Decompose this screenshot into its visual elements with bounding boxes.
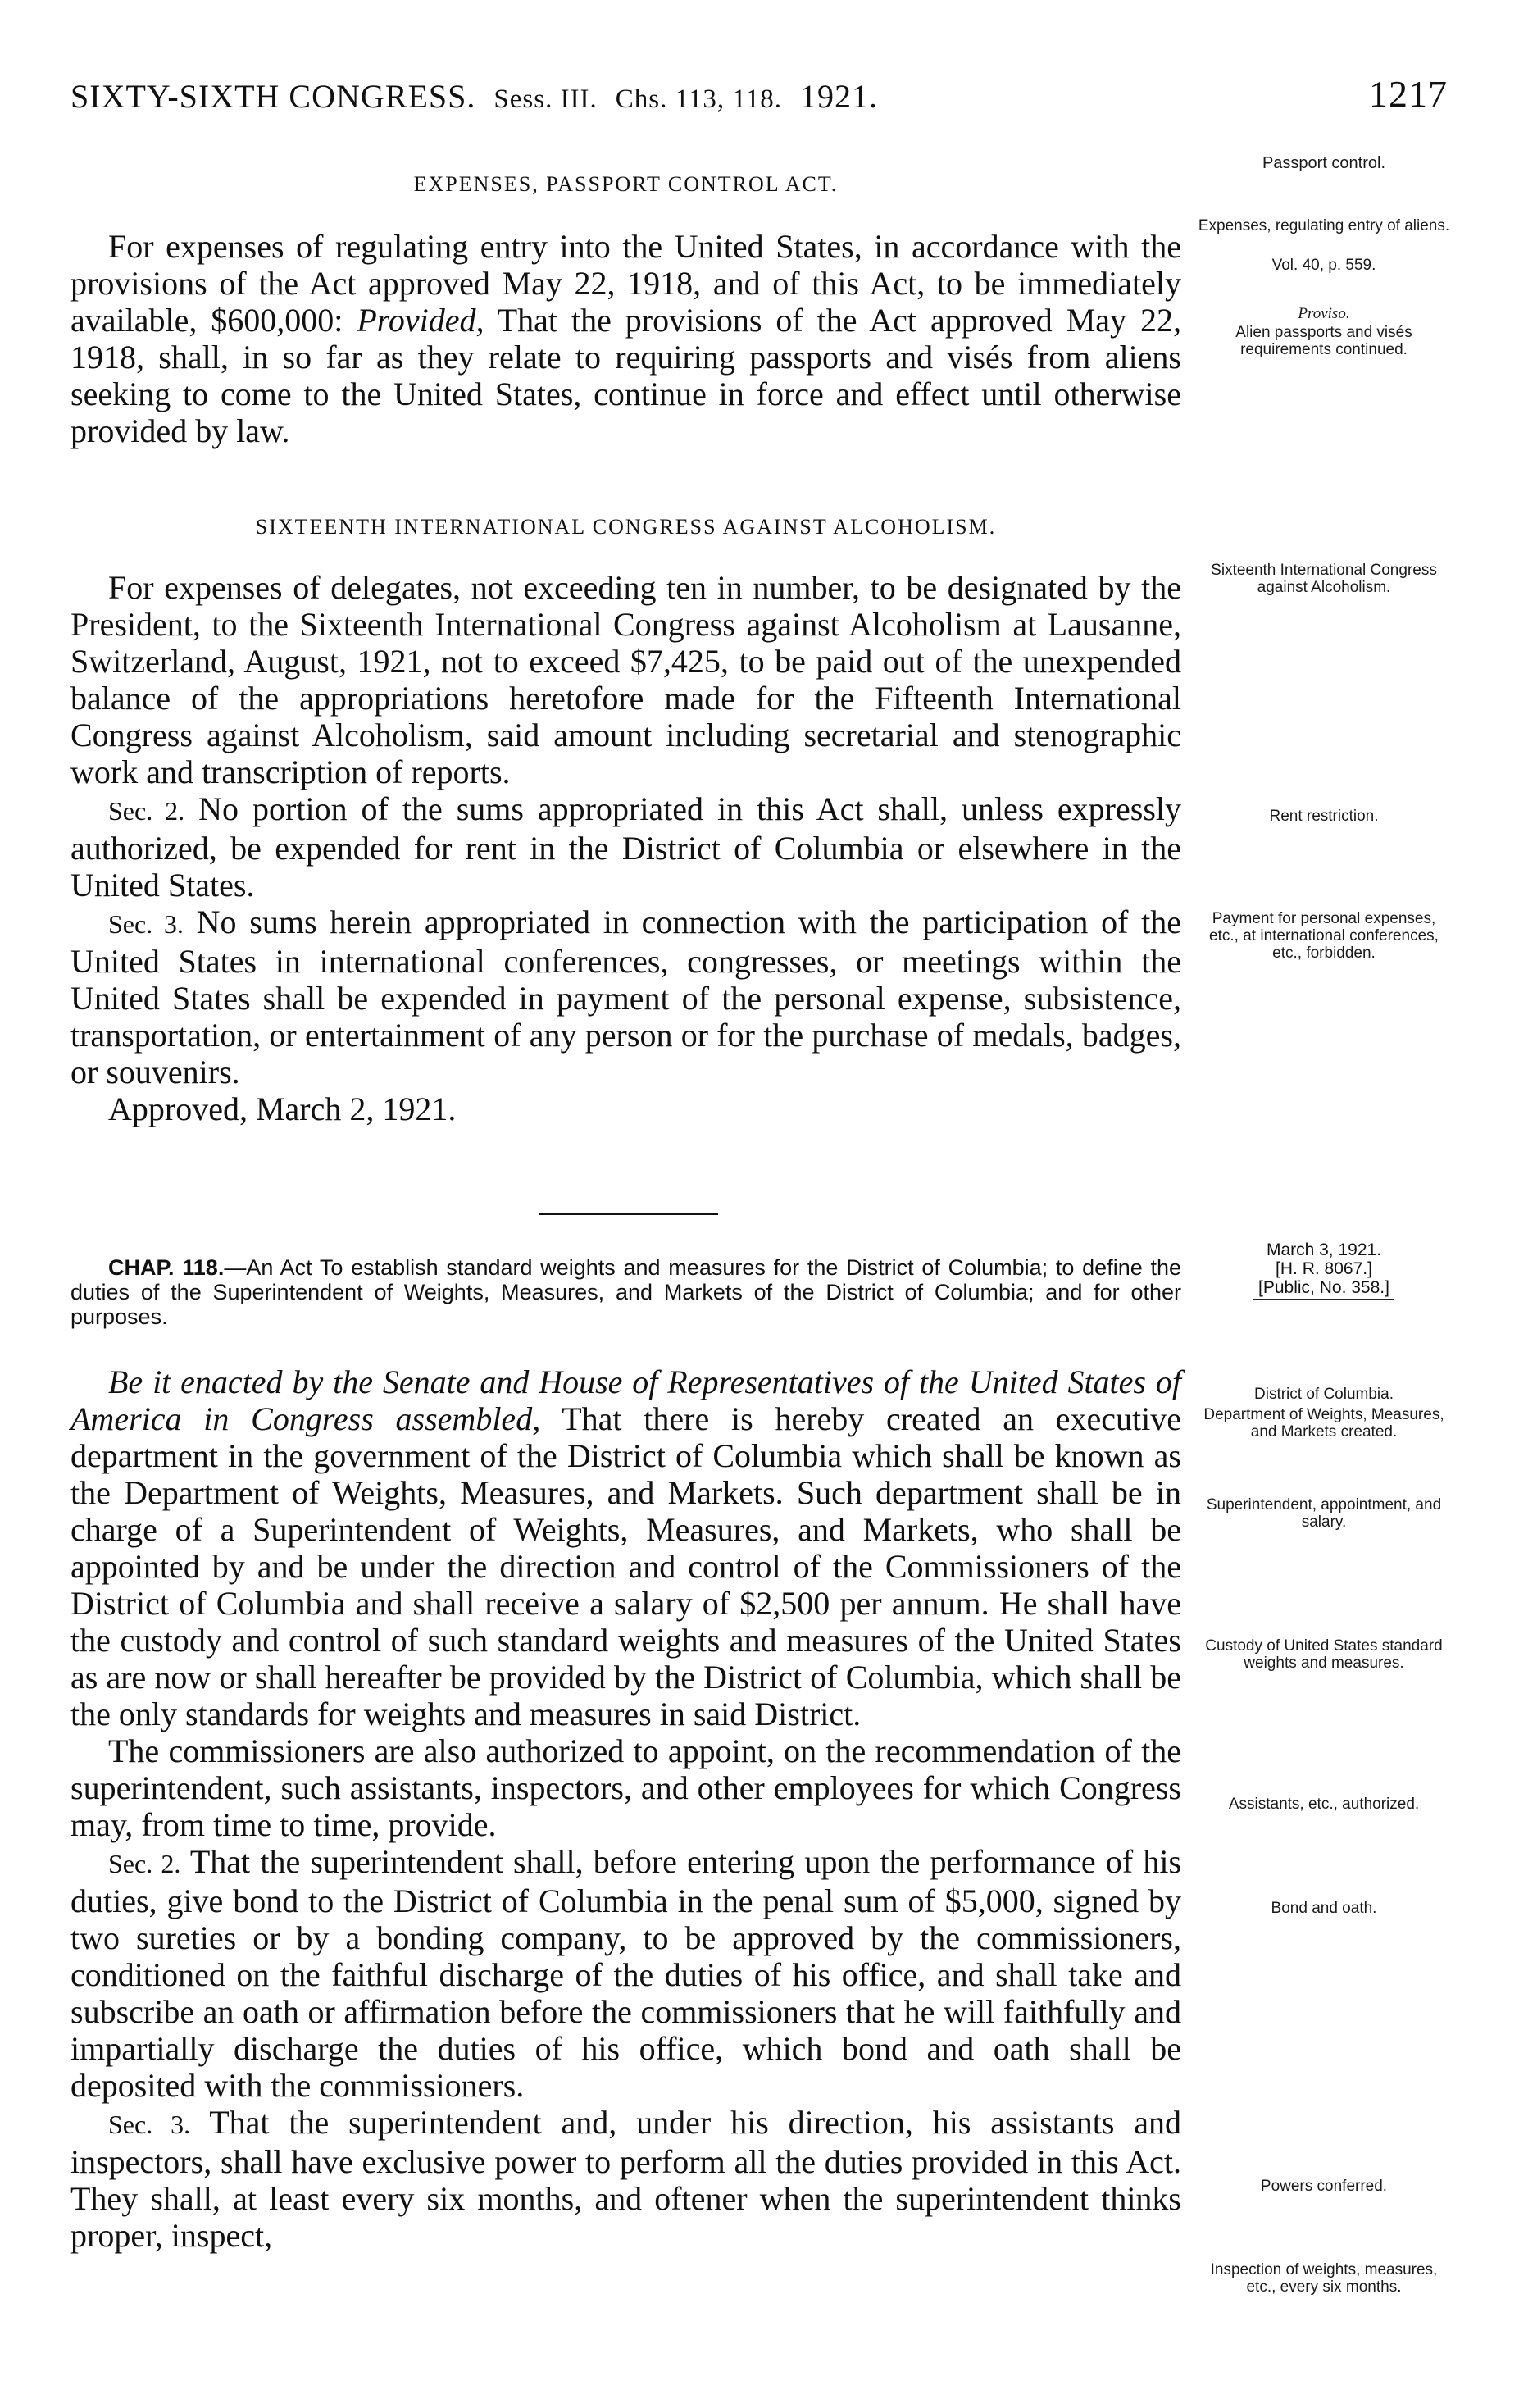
margin-proviso-text: Proviso.: [1298, 305, 1350, 322]
sec2-rent-paragraph: [70, 790, 1181, 904]
sec3-label: Sec. 3.: [108, 909, 184, 939]
passport-text-a: For expenses of regulating entry into the United States, in accordance with the provisions of the Act approved May 22, 1918, and of this Act, to be immediately available, $600,000:: [70, 228, 1181, 339]
session-label: Sess. III.: [493, 84, 598, 114]
chapter118-public: [Public, No. 358.]: [1253, 1278, 1394, 1300]
sec3-expenses-paragraph: [70, 904, 1181, 1090]
sec2-text: No portion of the sums appropriated in this Act shall, unless expressly authorized, be expended for rent in the District of Columbia or elsewhere in the United States.: [70, 790, 1181, 904]
year-label: 1921.: [799, 78, 878, 115]
margin-personal-expenses: Payment for personal expenses, etc., at international conferences, etc., forbidden.: [1209, 910, 1439, 962]
chapter118-reference: [1197, 1240, 1451, 1300]
running-head-left: [70, 77, 878, 116]
margin-alcoholism-congress: Sixteenth International Congress against Alcoholism.: [1211, 562, 1437, 596]
heading-passport-control: EXPENSES, PASSPORT CONTROL ACT.: [413, 172, 839, 196]
chapter118-date: March 3, 1921.: [1266, 1240, 1382, 1259]
powers-paragraph: [70, 2104, 1181, 2254]
powers-sec-label: Sec. 3.: [108, 2110, 191, 2139]
passport-paragraph: [70, 228, 1181, 449]
heading-alcoholism-congress: SIXTEENTH INTERNATIONAL CONGRESS AGAINST ALCOHOLISM.: [255, 515, 997, 539]
section-divider-rule: [539, 1213, 718, 1215]
margin-bond-oath: Bond and oath.: [1271, 1900, 1377, 1917]
chapter118-body: [70, 1363, 1181, 2254]
margin-inspection: Inspection of weights, measures, etc., every six months.: [1210, 2261, 1438, 2296]
margin-custody-standards: Custody of United States standard weights and measures.: [1205, 1637, 1443, 1672]
margin-rent-restriction: Rent restriction.: [1269, 808, 1379, 825]
running-head: [70, 72, 1448, 121]
passport-text-b: That the provisions of the Act approved May 22, 1918, shall, in so far as they relate to requiring passports and visés from aliens seeking to come to the United States, continue in force and effect until otherwise provided by law.: [70, 302, 1181, 449]
margin-district-of-columbia: District of Columbia.: [1254, 1386, 1394, 1403]
margin-vol-ref: Vol. 40, p. 559.: [1271, 257, 1376, 274]
powers-text: That the superintendent and, under his direction, his assistants and inspectors, shall have exclusive power to perform all the duties provided in this Act. They shall, at least every six months, and oftener when the superintendent thinks proper, inspect,: [70, 2104, 1182, 2254]
chapter118-bill: [H. R. 8067.]: [1276, 1259, 1372, 1278]
congress-title: SIXTY-SIXTH CONGRESS.: [70, 78, 476, 115]
margin-alien-passports: Alien passports and visés requirements continued.: [1235, 324, 1412, 358]
sec2-label: Sec. 2.: [108, 796, 185, 826]
chapter118-title: [70, 1255, 1181, 1329]
chapter118-label: CHAP. 118.: [108, 1255, 225, 1280]
passport-paragraph-block: [70, 228, 1181, 449]
alcoholism-paragraph: For expenses of delegates, not exceeding ten in number, to be designated by the President, to the Sixteenth International Congress against Alcoholism at Lausanne, Switzerland, August, 1921, not to exceed $7,425, to be paid out of the unexpended balance of the appropriations heretofore made for the Fifteenth International Congress against Alcoholism, said amount including secretarial and stenographic work and transcription of reports.: [70, 569, 1181, 790]
chapter118-heading-block: [70, 1255, 1181, 1329]
chapters-label: Chs. 113, 118.: [615, 84, 782, 114]
chapter118-public-wrap: [1197, 1278, 1451, 1300]
sec3-text: No sums herein appropriated in connection with the participation of the United States in international conferences, congresses, or meetings within the United States shall be expended in payment of the personal expense, subsistence, transportation, or entertainment of any person or for the purchase of medals, badges, or souvenirs.: [70, 904, 1182, 1090]
chapter118-title-text: —An Act To establish standard weights and measures for the District of Columbia; to define the duties of the Superintendent of Weights, Measures, and Markets of the District of Columbia; and for other purposes.: [70, 1255, 1181, 1329]
margin-assistants: Assistants, etc., authorized.: [1228, 1796, 1420, 1813]
margin-department-created: Department of Weights, Measures, and Markets created.: [1203, 1406, 1444, 1441]
passport-provided: Provided,: [357, 302, 484, 339]
appropriations-block: [70, 569, 1181, 1127]
approved-line: Approved, March 2, 1921.: [108, 1090, 457, 1127]
margin-powers-conferred: Powers conferred.: [1260, 2178, 1388, 2195]
page-number: 1217: [1369, 73, 1448, 115]
bond-paragraph: [70, 1843, 1181, 2104]
enacting-paragraph: [70, 1363, 1181, 1732]
margin-superintendent: Superintendent, appointment, and salary.: [1206, 1496, 1442, 1531]
enacting-clause: Be it enacted by the Senate and House of Representatives of the United States of America in Congress assembled,: [70, 1363, 1181, 1437]
enacting-text: That there is hereby created an executive department in the government of the District of Columbia which shall be known as the Department of Weights, Measures, and Markets. Such department shall be in charge of a Superintendent of Weights, Measures, and Markets, who shall be appointed by and be under the direction and control of the Commissioners of the District of Columbia and shall receive a salary of $2,500 per annum. He shall have the custody and control of such standard weights and measures of the United States as are now or shall hereafter be provided by the District of Columbia, which shall be the only standards for weights and measures in said District.: [70, 1400, 1181, 1732]
bond-sec-label: Sec. 2.: [108, 1849, 181, 1878]
margin-proviso: [1197, 305, 1451, 322]
bond-text: That the superintendent shall, before entering upon the performance of his duties, give bond to the District of Columbia in the penal sum of $5,000, signed by two sureties or by a bonding company, to be approved by the commissioners, conditioned on the faithful discharge of the duties of his office, and shall take and subscribe an oath or affirmation before the commissioners that he will faithfully and impartially discharge the duties of his office, which bond and oath shall be deposited with the commissioners.: [70, 1843, 1182, 2104]
margin-expenses-regulating: Expenses, regulating entry of aliens.: [1198, 217, 1450, 234]
assistants-paragraph: The commissioners are also authorized to appoint, on the recommendation of the superintendent, such assistants, inspectors, and other employees for which Congress may, from time to time, provide.: [70, 1732, 1181, 1843]
margin-passport-control: Passport control.: [1262, 154, 1386, 172]
